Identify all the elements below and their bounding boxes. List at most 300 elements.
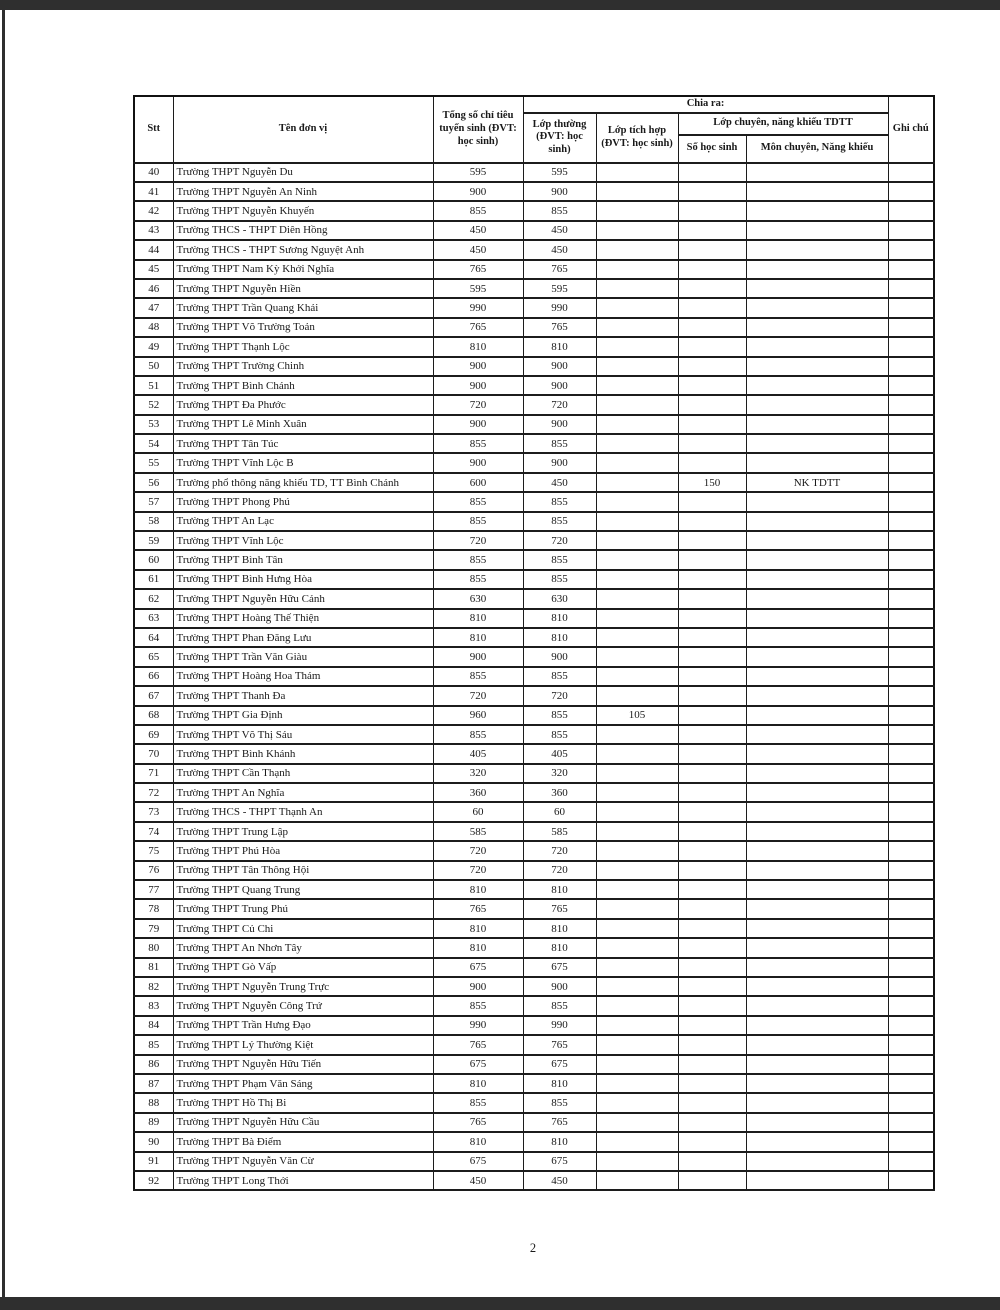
cell-stt: 69 bbox=[134, 725, 173, 744]
cell-note bbox=[888, 395, 934, 414]
cell-name: Trường THPT Nguyễn Công Trứ bbox=[173, 996, 433, 1015]
cell-specialized-subject bbox=[746, 628, 888, 647]
cell-regular: 630 bbox=[523, 589, 596, 608]
cell-integrated bbox=[596, 977, 678, 996]
cell-specialized-subject bbox=[746, 686, 888, 705]
table-row bbox=[134, 260, 934, 279]
cell-specialized-subject bbox=[746, 706, 888, 725]
cell-stt: 92 bbox=[134, 1171, 173, 1190]
cell-name: Trường THPT Bà Điểm bbox=[173, 1132, 433, 1151]
cell-note bbox=[888, 764, 934, 783]
cell-specialized-subject bbox=[746, 182, 888, 201]
cell-specialized-subject bbox=[746, 609, 888, 628]
cell-regular: 595 bbox=[523, 279, 596, 298]
cell-stt: 90 bbox=[134, 1132, 173, 1151]
cell-specialized-count bbox=[678, 628, 746, 647]
cell-regular: 360 bbox=[523, 783, 596, 802]
cell-name: Trường THPT Thạnh Lộc bbox=[173, 337, 433, 356]
cell-specialized-subject bbox=[746, 1093, 888, 1112]
cell-name: Trường THPT Quang Trung bbox=[173, 880, 433, 899]
cell-total: 855 bbox=[433, 996, 523, 1015]
cell-specialized-subject bbox=[746, 977, 888, 996]
cell-specialized-count bbox=[678, 977, 746, 996]
cell-regular: 810 bbox=[523, 880, 596, 899]
table-row bbox=[134, 531, 934, 550]
cell-specialized-subject bbox=[746, 298, 888, 317]
cell-name: Trường THPT Hoàng Hoa Thám bbox=[173, 667, 433, 686]
cell-total: 810 bbox=[433, 609, 523, 628]
cell-name: Trường THPT Võ Trường Toản bbox=[173, 318, 433, 337]
cell-specialized-count bbox=[678, 182, 746, 201]
cell-integrated bbox=[596, 221, 678, 240]
cell-note bbox=[888, 744, 934, 763]
cell-name: Trường THPT Bình Khánh bbox=[173, 744, 433, 763]
table-row bbox=[134, 744, 934, 763]
cell-note bbox=[888, 240, 934, 259]
cell-specialized-count bbox=[678, 260, 746, 279]
table-row bbox=[134, 473, 934, 492]
cell-integrated bbox=[596, 1171, 678, 1190]
cell-note bbox=[888, 647, 934, 666]
cell-specialized-count: 150 bbox=[678, 473, 746, 492]
cell-name: Trường THPT Nguyễn Hiền bbox=[173, 279, 433, 298]
cell-regular: 855 bbox=[523, 570, 596, 589]
cell-integrated bbox=[596, 260, 678, 279]
cell-stt: 71 bbox=[134, 764, 173, 783]
header-ghi-chu: Ghi chú bbox=[888, 96, 934, 163]
cell-note bbox=[888, 628, 934, 647]
cell-integrated bbox=[596, 841, 678, 860]
cell-note bbox=[888, 1171, 934, 1190]
cell-regular: 855 bbox=[523, 512, 596, 531]
cell-specialized-count bbox=[678, 550, 746, 569]
cell-specialized-count bbox=[678, 201, 746, 220]
header-chia-ra: Chia ra: bbox=[523, 96, 888, 113]
cell-name: Trường THPT Hoàng Thế Thiện bbox=[173, 609, 433, 628]
cell-note bbox=[888, 938, 934, 957]
cell-regular: 990 bbox=[523, 1016, 596, 1035]
cell-total: 360 bbox=[433, 783, 523, 802]
cell-stt: 45 bbox=[134, 260, 173, 279]
cell-specialized-subject bbox=[746, 531, 888, 550]
cell-total: 675 bbox=[433, 1152, 523, 1171]
cell-regular: 900 bbox=[523, 415, 596, 434]
cell-specialized-subject bbox=[746, 899, 888, 918]
cell-specialized-count bbox=[678, 1035, 746, 1054]
cell-integrated bbox=[596, 1152, 678, 1171]
cell-note bbox=[888, 531, 934, 550]
cell-total: 675 bbox=[433, 958, 523, 977]
cell-name: Trường THPT Tân Thông Hội bbox=[173, 861, 433, 880]
cell-stt: 78 bbox=[134, 899, 173, 918]
cell-specialized-count bbox=[678, 783, 746, 802]
cell-regular: 900 bbox=[523, 376, 596, 395]
cell-specialized-count bbox=[678, 376, 746, 395]
table-row bbox=[134, 337, 934, 356]
cell-specialized-count bbox=[678, 1113, 746, 1132]
cell-specialized-count bbox=[678, 667, 746, 686]
cell-specialized-subject bbox=[746, 1171, 888, 1190]
cell-total: 960 bbox=[433, 706, 523, 725]
cell-specialized-subject bbox=[746, 1132, 888, 1151]
cell-name: Trường THPT Nguyễn Du bbox=[173, 163, 433, 182]
cell-specialized-subject: NK TDTT bbox=[746, 473, 888, 492]
cell-regular: 810 bbox=[523, 919, 596, 938]
cell-regular: 990 bbox=[523, 298, 596, 317]
cell-specialized-count bbox=[678, 531, 746, 550]
cell-specialized-count bbox=[678, 802, 746, 821]
table-row bbox=[134, 201, 934, 220]
cell-name: Trường THPT Phong Phú bbox=[173, 492, 433, 511]
table-row bbox=[134, 667, 934, 686]
cell-integrated bbox=[596, 822, 678, 841]
table-row bbox=[134, 764, 934, 783]
cell-total: 765 bbox=[433, 260, 523, 279]
table-row bbox=[134, 279, 934, 298]
cell-integrated bbox=[596, 492, 678, 511]
cell-integrated bbox=[596, 1113, 678, 1132]
cell-specialized-count bbox=[678, 822, 746, 841]
cell-specialized-subject bbox=[746, 512, 888, 531]
cell-specialized-count bbox=[678, 453, 746, 472]
cell-total: 855 bbox=[433, 434, 523, 453]
cell-integrated bbox=[596, 318, 678, 337]
cell-note bbox=[888, 919, 934, 938]
cell-name: Trường THPT Thanh Đa bbox=[173, 686, 433, 705]
cell-regular: 720 bbox=[523, 841, 596, 860]
cell-note bbox=[888, 201, 934, 220]
cell-specialized-subject bbox=[746, 201, 888, 220]
table-row bbox=[134, 512, 934, 531]
cell-specialized-subject bbox=[746, 492, 888, 511]
cell-stt: 50 bbox=[134, 357, 173, 376]
cell-integrated bbox=[596, 512, 678, 531]
cell-integrated bbox=[596, 395, 678, 414]
cell-total: 990 bbox=[433, 1016, 523, 1035]
cell-specialized-count bbox=[678, 1152, 746, 1171]
cell-regular: 595 bbox=[523, 163, 596, 182]
cell-regular: 900 bbox=[523, 977, 596, 996]
cell-stt: 57 bbox=[134, 492, 173, 511]
cell-specialized-count bbox=[678, 570, 746, 589]
cell-note bbox=[888, 492, 934, 511]
cell-specialized-count bbox=[678, 415, 746, 434]
cell-name: Trường THPT Nguyễn Hữu Tiến bbox=[173, 1055, 433, 1074]
cell-note bbox=[888, 802, 934, 821]
cell-stt: 87 bbox=[134, 1074, 173, 1093]
cell-integrated bbox=[596, 453, 678, 472]
cell-name: Trường THPT Gia Định bbox=[173, 706, 433, 725]
cell-note bbox=[888, 1016, 934, 1035]
cell-stt: 59 bbox=[134, 531, 173, 550]
cell-stt: 91 bbox=[134, 1152, 173, 1171]
cell-total: 900 bbox=[433, 182, 523, 201]
cell-note bbox=[888, 376, 934, 395]
cell-note bbox=[888, 434, 934, 453]
cell-specialized-count bbox=[678, 1074, 746, 1093]
cell-name: Trường THPT Bình Tân bbox=[173, 550, 433, 569]
cell-name: Trường THPT Nguyễn Hữu Cầu bbox=[173, 1113, 433, 1132]
cell-total: 450 bbox=[433, 1171, 523, 1190]
cell-specialized-subject bbox=[746, 1035, 888, 1054]
cell-total: 765 bbox=[433, 899, 523, 918]
table-row bbox=[134, 163, 934, 182]
cell-integrated bbox=[596, 880, 678, 899]
cell-specialized-subject bbox=[746, 1074, 888, 1093]
cell-note bbox=[888, 899, 934, 918]
cell-regular: 675 bbox=[523, 1055, 596, 1074]
cell-stt: 61 bbox=[134, 570, 173, 589]
cell-specialized-subject bbox=[746, 996, 888, 1015]
cell-specialized-subject bbox=[746, 376, 888, 395]
cell-note bbox=[888, 1152, 934, 1171]
cell-total: 855 bbox=[433, 201, 523, 220]
cell-regular: 810 bbox=[523, 337, 596, 356]
cell-specialized-subject bbox=[746, 589, 888, 608]
cell-total: 720 bbox=[433, 861, 523, 880]
cell-specialized-count bbox=[678, 512, 746, 531]
cell-total: 320 bbox=[433, 764, 523, 783]
cell-integrated bbox=[596, 1093, 678, 1112]
cell-stt: 52 bbox=[134, 395, 173, 414]
cell-total: 405 bbox=[433, 744, 523, 763]
cell-name: Trường THPT An Nghĩa bbox=[173, 783, 433, 802]
cell-specialized-subject bbox=[746, 550, 888, 569]
cell-name: Trường THPT Phan Đăng Lưu bbox=[173, 628, 433, 647]
enrollment-table-container bbox=[133, 95, 933, 1191]
cell-name: Trường THPT Võ Thị Sáu bbox=[173, 725, 433, 744]
cell-note bbox=[888, 1035, 934, 1054]
header-lop-thuong: Lớp thường (ĐVT: học sinh) bbox=[523, 113, 596, 163]
header-tong-so-chi-tieu: Tổng số chỉ tiêu tuyển sinh (ĐVT: học sinh) bbox=[433, 96, 523, 163]
header-mon-chuyen: Môn chuyên, Năng khiếu bbox=[746, 135, 888, 163]
cell-total: 855 bbox=[433, 667, 523, 686]
cell-integrated bbox=[596, 647, 678, 666]
cell-specialized-count bbox=[678, 1132, 746, 1151]
cell-integrated bbox=[596, 531, 678, 550]
cell-name: Trường THCS - THPT Thạnh An bbox=[173, 802, 433, 821]
cell-stt: 84 bbox=[134, 1016, 173, 1035]
cell-regular: 765 bbox=[523, 260, 596, 279]
cell-total: 855 bbox=[433, 550, 523, 569]
cell-note bbox=[888, 667, 934, 686]
table-row bbox=[134, 550, 934, 569]
cell-name: Trường THPT Nguyễn Văn Cừ bbox=[173, 1152, 433, 1171]
cell-stt: 67 bbox=[134, 686, 173, 705]
cell-regular: 450 bbox=[523, 221, 596, 240]
cell-total: 765 bbox=[433, 1035, 523, 1054]
cell-name: Trường THPT Hồ Thị Bi bbox=[173, 1093, 433, 1112]
cell-note bbox=[888, 880, 934, 899]
cell-note bbox=[888, 221, 934, 240]
cell-note bbox=[888, 163, 934, 182]
table-row bbox=[134, 686, 934, 705]
cell-specialized-count bbox=[678, 958, 746, 977]
table-header bbox=[134, 96, 934, 163]
cell-stt: 65 bbox=[134, 647, 173, 666]
cell-specialized-count bbox=[678, 1055, 746, 1074]
cell-specialized-count bbox=[678, 1171, 746, 1190]
cell-specialized-count bbox=[678, 725, 746, 744]
cell-stt: 55 bbox=[134, 453, 173, 472]
page-number: 2 bbox=[529, 1241, 537, 1255]
cell-integrated bbox=[596, 1016, 678, 1035]
cell-integrated bbox=[596, 1132, 678, 1151]
cell-specialized-subject bbox=[746, 1016, 888, 1035]
cell-note bbox=[888, 589, 934, 608]
cell-name: Trường THPT An Nhơn Tây bbox=[173, 938, 433, 957]
cell-note bbox=[888, 861, 934, 880]
cell-total: 595 bbox=[433, 163, 523, 182]
cell-specialized-subject bbox=[746, 880, 888, 899]
cell-specialized-count bbox=[678, 996, 746, 1015]
cell-integrated bbox=[596, 550, 678, 569]
cell-name: Trường phổ thông năng khiếu TD, TT Bình Chánh bbox=[173, 473, 433, 492]
table-row bbox=[134, 1016, 934, 1035]
cell-integrated bbox=[596, 570, 678, 589]
cell-regular: 810 bbox=[523, 938, 596, 957]
table-row bbox=[134, 977, 934, 996]
cell-specialized-subject bbox=[746, 1113, 888, 1132]
cell-stt: 77 bbox=[134, 880, 173, 899]
table-row bbox=[134, 628, 934, 647]
cell-regular: 720 bbox=[523, 531, 596, 550]
cell-integrated bbox=[596, 958, 678, 977]
cell-stt: 85 bbox=[134, 1035, 173, 1054]
cell-regular: 450 bbox=[523, 473, 596, 492]
cell-integrated: 105 bbox=[596, 706, 678, 725]
cell-specialized-subject bbox=[746, 395, 888, 414]
cell-name: Trường THPT Phú Hòa bbox=[173, 841, 433, 860]
cell-regular: 765 bbox=[523, 1035, 596, 1054]
cell-total: 675 bbox=[433, 1055, 523, 1074]
cell-integrated bbox=[596, 240, 678, 259]
cell-stt: 81 bbox=[134, 958, 173, 977]
cell-specialized-count bbox=[678, 899, 746, 918]
cell-total: 855 bbox=[433, 725, 523, 744]
cell-stt: 43 bbox=[134, 221, 173, 240]
cell-regular: 855 bbox=[523, 1093, 596, 1112]
cell-integrated bbox=[596, 201, 678, 220]
cell-note bbox=[888, 1113, 934, 1132]
cell-specialized-count bbox=[678, 706, 746, 725]
cell-note bbox=[888, 453, 934, 472]
cell-regular: 765 bbox=[523, 1113, 596, 1132]
cell-stt: 82 bbox=[134, 977, 173, 996]
cell-specialized-count bbox=[678, 492, 746, 511]
cell-name: Trường THPT Nguyễn Hữu Cảnh bbox=[173, 589, 433, 608]
cell-specialized-count bbox=[678, 686, 746, 705]
cell-name: Trường THPT An Lạc bbox=[173, 512, 433, 531]
cell-specialized-count bbox=[678, 434, 746, 453]
cell-note bbox=[888, 1093, 934, 1112]
cell-total: 720 bbox=[433, 686, 523, 705]
cell-integrated bbox=[596, 802, 678, 821]
cell-name: Trường THPT Lê Minh Xuân bbox=[173, 415, 433, 434]
table-row bbox=[134, 822, 934, 841]
page-frame-left bbox=[2, 10, 5, 1297]
cell-name: Trường THPT Gò Vấp bbox=[173, 958, 433, 977]
cell-integrated bbox=[596, 938, 678, 957]
cell-stt: 86 bbox=[134, 1055, 173, 1074]
cell-total: 810 bbox=[433, 628, 523, 647]
cell-specialized-count bbox=[678, 279, 746, 298]
cell-regular: 765 bbox=[523, 318, 596, 337]
cell-integrated bbox=[596, 182, 678, 201]
cell-specialized-subject bbox=[746, 357, 888, 376]
cell-stt: 54 bbox=[134, 434, 173, 453]
cell-note bbox=[888, 609, 934, 628]
cell-regular: 855 bbox=[523, 996, 596, 1015]
cell-name: Trường THPT Trung Lập bbox=[173, 822, 433, 841]
header-ten-don-vi: Tên đơn vị bbox=[173, 96, 433, 163]
cell-regular: 855 bbox=[523, 550, 596, 569]
cell-stt: 75 bbox=[134, 841, 173, 860]
cell-stt: 88 bbox=[134, 1093, 173, 1112]
cell-specialized-subject bbox=[746, 861, 888, 880]
cell-total: 900 bbox=[433, 453, 523, 472]
table-row bbox=[134, 570, 934, 589]
cell-name: Trường THPT Vĩnh Lộc bbox=[173, 531, 433, 550]
cell-name: Trường THPT Cần Thạnh bbox=[173, 764, 433, 783]
cell-regular: 810 bbox=[523, 1074, 596, 1093]
table-row bbox=[134, 589, 934, 608]
table-row bbox=[134, 899, 934, 918]
cell-stt: 51 bbox=[134, 376, 173, 395]
cell-regular: 320 bbox=[523, 764, 596, 783]
cell-regular: 765 bbox=[523, 899, 596, 918]
cell-stt: 56 bbox=[134, 473, 173, 492]
cell-note bbox=[888, 977, 934, 996]
cell-specialized-count bbox=[678, 1016, 746, 1035]
cell-total: 900 bbox=[433, 376, 523, 395]
cell-regular: 855 bbox=[523, 492, 596, 511]
cell-regular: 720 bbox=[523, 395, 596, 414]
cell-integrated bbox=[596, 919, 678, 938]
cell-specialized-subject bbox=[746, 958, 888, 977]
cell-integrated bbox=[596, 996, 678, 1015]
cell-integrated bbox=[596, 163, 678, 182]
cell-total: 720 bbox=[433, 395, 523, 414]
cell-specialized-count bbox=[678, 609, 746, 628]
cell-note bbox=[888, 279, 934, 298]
cell-name: Trường THPT Nguyễn Khuyến bbox=[173, 201, 433, 220]
table-row bbox=[134, 1171, 934, 1190]
table-row bbox=[134, 919, 934, 938]
cell-name: Trường THPT Trần Văn Giàu bbox=[173, 647, 433, 666]
cell-integrated bbox=[596, 298, 678, 317]
cell-total: 600 bbox=[433, 473, 523, 492]
cell-specialized-subject bbox=[746, 822, 888, 841]
table-body bbox=[134, 163, 934, 1191]
cell-integrated bbox=[596, 376, 678, 395]
header-lop-chuyen: Lớp chuyên, năng khiếu TDTT bbox=[678, 113, 888, 135]
cell-stt: 44 bbox=[134, 240, 173, 259]
cell-specialized-count bbox=[678, 589, 746, 608]
cell-total: 630 bbox=[433, 589, 523, 608]
cell-specialized-subject bbox=[746, 570, 888, 589]
cell-stt: 73 bbox=[134, 802, 173, 821]
cell-integrated bbox=[596, 783, 678, 802]
cell-specialized-subject bbox=[746, 938, 888, 957]
cell-specialized-count bbox=[678, 861, 746, 880]
cell-specialized-count bbox=[678, 841, 746, 860]
cell-note bbox=[888, 841, 934, 860]
cell-integrated bbox=[596, 628, 678, 647]
cell-total: 900 bbox=[433, 415, 523, 434]
cell-note bbox=[888, 686, 934, 705]
table-row bbox=[134, 1035, 934, 1054]
